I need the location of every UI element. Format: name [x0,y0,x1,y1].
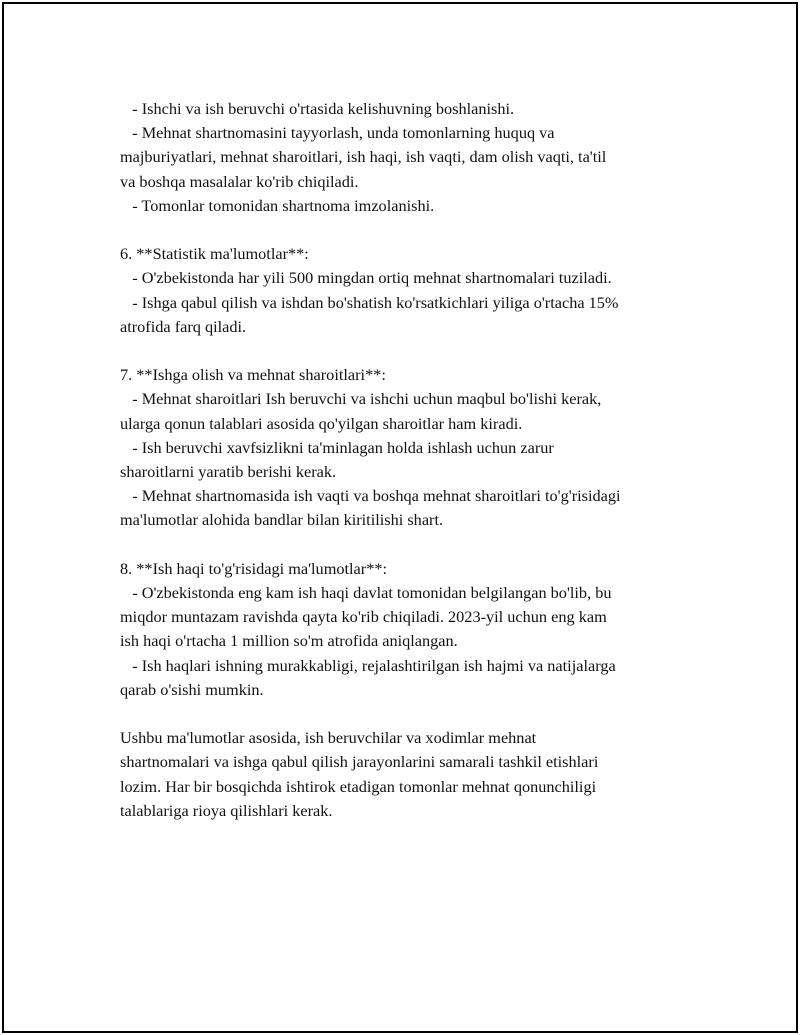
text-line: lozim. Har bir bosqichda ishtirok etadigan tomonlar mehnat qonunchiligi [120,776,597,796]
text-line: - Mehnat shartnomasida ish vaqti va boshqa mehnat sharoitlari to'g'risidagi [120,486,621,506]
text-line: sharoitlarni yaratib berishi kerak. [120,462,337,482]
text-line: - Ishchi va ish beruvchi o'rtasida kelishuvning boshlanishi. [120,99,515,118]
text-line: ularga qonun talablari asosida qo'yilgan sharoitlar ham kiradi. [120,413,523,433]
text-line: - Tomonlar tomonidan shartnoma imzolanishi. [120,195,435,215]
text-line: - O'zbekistonda eng kam ish haqi davlat tomonidan belgilangan bo'lib, bu [120,583,612,603]
paragraph-contract-process [120,97,710,218]
paragraph-gap [120,533,710,557]
section-heading: 8. **Ish haqi to'g'risidagi ma'lumotlar**: [120,558,388,578]
paragraph-gap [120,218,710,242]
text-line: - Mehnat shartnomasini tayyorlash, unda tomonlarning huquq va [120,123,555,143]
paragraph-conclusion [120,726,710,823]
text-line: va boshqa masalalar ko'rib chiqiladi. [120,171,359,191]
text-line: shartnomalari va ishga qabul qilish jarayonlarini samarali tashkil etishlari [120,752,599,772]
paragraph-gap [120,702,710,726]
text-line: talablariga rioya qilishlari kerak. [120,800,333,820]
text-line: - Ish haqlari ishning murakkabligi, rejalashtirilgan ish hajmi va natijalarga [120,655,616,675]
document-body [120,97,710,823]
text-line: atrofida farq qiladi. [120,316,247,336]
text-line: - Mehnat sharoitlari Ish beruvchi va ishchi uchun maqbul bo'lishi kerak, [120,389,602,409]
text-line: majburiyatlari, mehnat sharoitlari, ish haqi, ish vaqti, dam olish vaqti, ta'til [120,147,607,167]
paragraph-gap [120,339,710,363]
section-heading: 7. **Ishga olish va mehnat sharoitlari**: [120,365,386,385]
text-line: Ushbu ma'lumotlar asosida, ish beruvchilar va xodimlar mehnat [120,728,537,748]
text-line: ma'lumotlar alohida bandlar bilan kiritilishi shart. [120,510,444,530]
text-line: - O'zbekistonda har yili 500 mingdan ortiq mehnat shartnomalari tuziladi. [120,268,612,288]
section-heading: 6. **Statistik ma'lumotlar**: [120,244,309,264]
text-line: ish haqi o'rtacha 1 million so'm atrofida aniqlangan. [120,631,458,651]
text-line: - Ishga qabul qilish va ishdan bo'shatish ko'rsatkichlari yiliga o'rtacha 15% [120,292,619,312]
page-border [2,2,798,1033]
section-7-working-conditions [120,363,710,532]
section-6-statistics [120,242,710,339]
text-line: miqdor muntazam ravishda qayta ko'rib chiqiladi. 2023-yil uchun eng kam [120,607,607,627]
text-line: - Ish beruvchi xavfsizlikni ta'minlagan holda ishlash uchun zarur [120,437,554,457]
section-8-wages [120,557,710,702]
text-line: qarab o'sishi mumkin. [120,679,264,699]
